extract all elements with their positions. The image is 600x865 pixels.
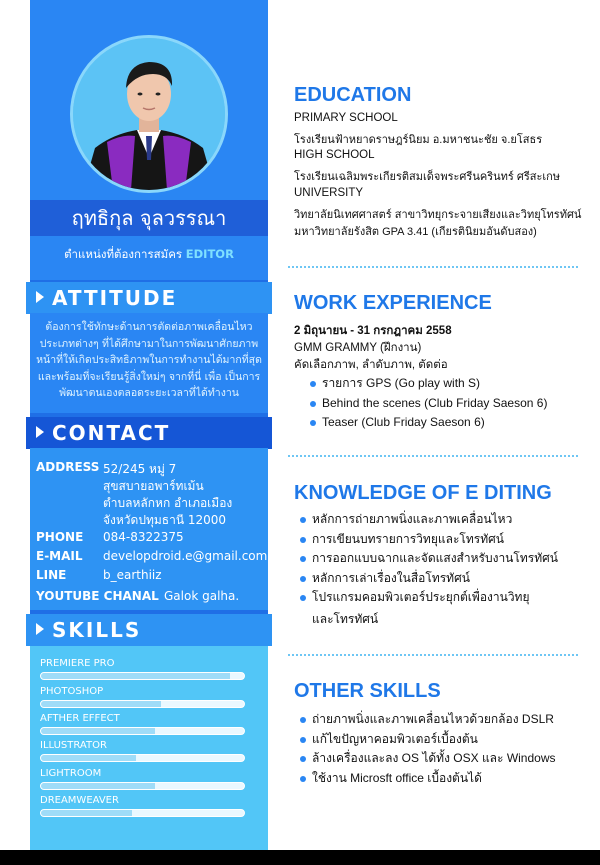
- skills-heading: [26, 614, 272, 646]
- section-divider: [288, 266, 578, 268]
- email-label: E-MAIL: [36, 549, 83, 563]
- attitude-heading: [26, 282, 272, 314]
- primary-school-name: โรงเรียนฟ้าหยาดราษฎร์นิยม อ.มหาชนะชัย จ.ยโสธร: [294, 134, 543, 146]
- section-divider: [288, 455, 578, 457]
- address-label: ADDRESS: [36, 460, 100, 474]
- list-item: โปรแกรมคอมพิวเตอร์ประยุกต์เพื่องานวิทยุ: [298, 588, 558, 608]
- main-content: [268, 0, 600, 850]
- work-date: 2 มิถุนายน - 31 กรกฎาคม 2558: [294, 325, 452, 337]
- skill-item: [40, 795, 245, 817]
- skill-bar-fill: [41, 755, 136, 761]
- address-line: ตำบลหลักหก อำเภอเมือง: [103, 496, 233, 510]
- high-school-label: HIGH SCHOOL: [294, 149, 375, 161]
- skill-label: ILLUSTRATOR: [40, 740, 107, 751]
- work-company: GMM GRAMMY (ฝึกงาน): [294, 342, 422, 354]
- list-item: รายการ GPS (Go play with S): [308, 374, 547, 394]
- position-highlight: EDITOR: [185, 247, 234, 261]
- skill-item: [40, 768, 245, 790]
- skill-bar-fill: [41, 728, 155, 734]
- arrow-right-icon: [36, 426, 44, 438]
- position-prefix: ตำแหน่งที่ต้องการสมัคร: [64, 247, 183, 261]
- arrow-right-icon: [36, 291, 44, 303]
- skill-item: [40, 740, 245, 762]
- skill-label: DREAMWEAVER: [40, 795, 119, 806]
- candidate-name: ฤทธิกุล จุลวรรณา: [30, 200, 268, 236]
- list-item: Behind the scenes (Club Friday Saeson 6): [308, 394, 547, 414]
- skill-bar: [40, 754, 245, 762]
- list-item: แก้ไขปัญหาคอมพิวเตอร์เบื้องต้น: [298, 730, 556, 750]
- list-item: ล้างเครื่องและลง OS ได้ทั้ง OSX และ Windows: [298, 749, 556, 769]
- address-line: สุขสบายอพาร์ทเม้น: [103, 479, 204, 493]
- university-name-gpa: มหาวิทยาลัยรังสิต GPA 3.41 (เกียรตินิยมอันดับสอง): [294, 226, 537, 238]
- arrow-right-icon: [36, 623, 44, 635]
- line-value: b_earthiiz: [103, 568, 162, 582]
- list-item: Teaser (Club Friday Saeson 6): [308, 413, 547, 433]
- person-portrait-icon: [73, 38, 225, 190]
- university-label: UNIVERSITY: [294, 187, 364, 199]
- skill-label: AFTHER EFFECT: [40, 713, 120, 724]
- list-item: หลักการเล่าเรื่องในสื่อโทรทัศน์: [298, 569, 558, 589]
- skill-label: PHOTOSHOP: [40, 686, 104, 697]
- skill-label: LIGHTROOM: [40, 768, 102, 779]
- list-item: ใช้งาน Microsft office เบื้องต้นได้: [298, 769, 556, 789]
- phone-label: PHONE: [36, 530, 84, 544]
- skill-item: [40, 686, 245, 708]
- left-sidebar: [30, 0, 268, 850]
- contact-section: [30, 448, 268, 610]
- youtube-label: YOUTUBE CHANAL: [36, 589, 159, 603]
- knowledge-list: [298, 510, 558, 608]
- work-duties: คัดเลือกภาพ, ลำดับภาพ, ตัดต่อ: [294, 359, 448, 371]
- section-divider: [288, 654, 578, 656]
- skill-bar-fill: [41, 810, 132, 816]
- skill-item: [40, 713, 245, 735]
- youtube-value: Galok galha.: [164, 589, 240, 603]
- skill-bar-fill: [41, 673, 230, 679]
- skills-title: SKILLS: [52, 618, 142, 642]
- skill-bar: [40, 700, 245, 708]
- email-value[interactable]: developdroid.e@gmail.com: [103, 549, 268, 563]
- attitude-text: ต้องการใช้ทักษะด้านการตัดต่อภาพเคลื่อนไหว ประเภทต่างๆ ที่ได้ศึกษามาในการพัฒนาศักยภาพ หน้าที่ให้เกิดประสิทธิภาพในการทำงานได้มากที่สุด และพร้อมที่จะเรียนรู้สิ่งใหม่ๆ จากที่นี่ เพื่อ เป็นการพัฒนาตนเองตลอดระยะเวลาที่ได้ทำงาน: [30, 313, 268, 413]
- contact-heading: [26, 417, 272, 449]
- address-line: จังหวัดปทุมธานี 12000: [103, 513, 227, 527]
- skill-bar: [40, 672, 245, 680]
- education-title: EDUCATION: [294, 84, 412, 106]
- list-item: ถ่ายภาพนิ่งและภาพเคลื่อนไหวด้วยกล้อง DSLR: [298, 710, 556, 730]
- list-item: การเขียนบทรายการวิทยุและโทรทัศน์: [298, 530, 558, 550]
- knowledge-title: KNOWLEDGE OF E DITING: [294, 482, 552, 504]
- desired-position: [30, 246, 268, 264]
- skills-section: [30, 646, 268, 850]
- other-skills-title: OTHER SKILLS: [294, 680, 441, 702]
- skill-label: PREMIERE PRO: [40, 658, 115, 669]
- line-label: LINE: [36, 568, 67, 582]
- skill-bar-fill: [41, 701, 161, 707]
- list-item: หลักการถ่ายภาพนิ่งและภาพเคลื่อนไหว: [298, 510, 558, 530]
- list-item: การออกแบบฉากและจัดแสงสำหรับงานโทรทัศน์: [298, 549, 558, 569]
- other-skills-list: [298, 710, 556, 788]
- skill-bar-fill: [41, 783, 155, 789]
- work-items-list: [308, 374, 547, 433]
- skill-item: [40, 658, 245, 680]
- phone-value: 084-8322375: [103, 530, 184, 544]
- primary-school-label: PRIMARY SCHOOL: [294, 112, 398, 124]
- profile-photo: [70, 35, 228, 193]
- work-experience-title: WORK EXPERIENCE: [294, 292, 492, 314]
- knowledge-continuation: และโทรทัศน์: [312, 612, 379, 626]
- high-school-name: โรงเรียนเฉลิมพระเกียรติสมเด็จพระศรีนครินทร์ ศรีสะเกษ: [294, 171, 561, 183]
- skill-bar: [40, 809, 245, 817]
- address-line: 52/245 หมู่ 7: [103, 462, 177, 476]
- skill-bar: [40, 727, 245, 735]
- contact-title: CONTACT: [52, 421, 171, 445]
- attitude-title: ATTITUDE: [52, 286, 178, 310]
- skill-bar: [40, 782, 245, 790]
- university-faculty: วิทยาลัยนิเทศศาสตร์ สาขาวิทยุกระจายเสียงและวิทยุโทรทัศน์: [294, 209, 582, 221]
